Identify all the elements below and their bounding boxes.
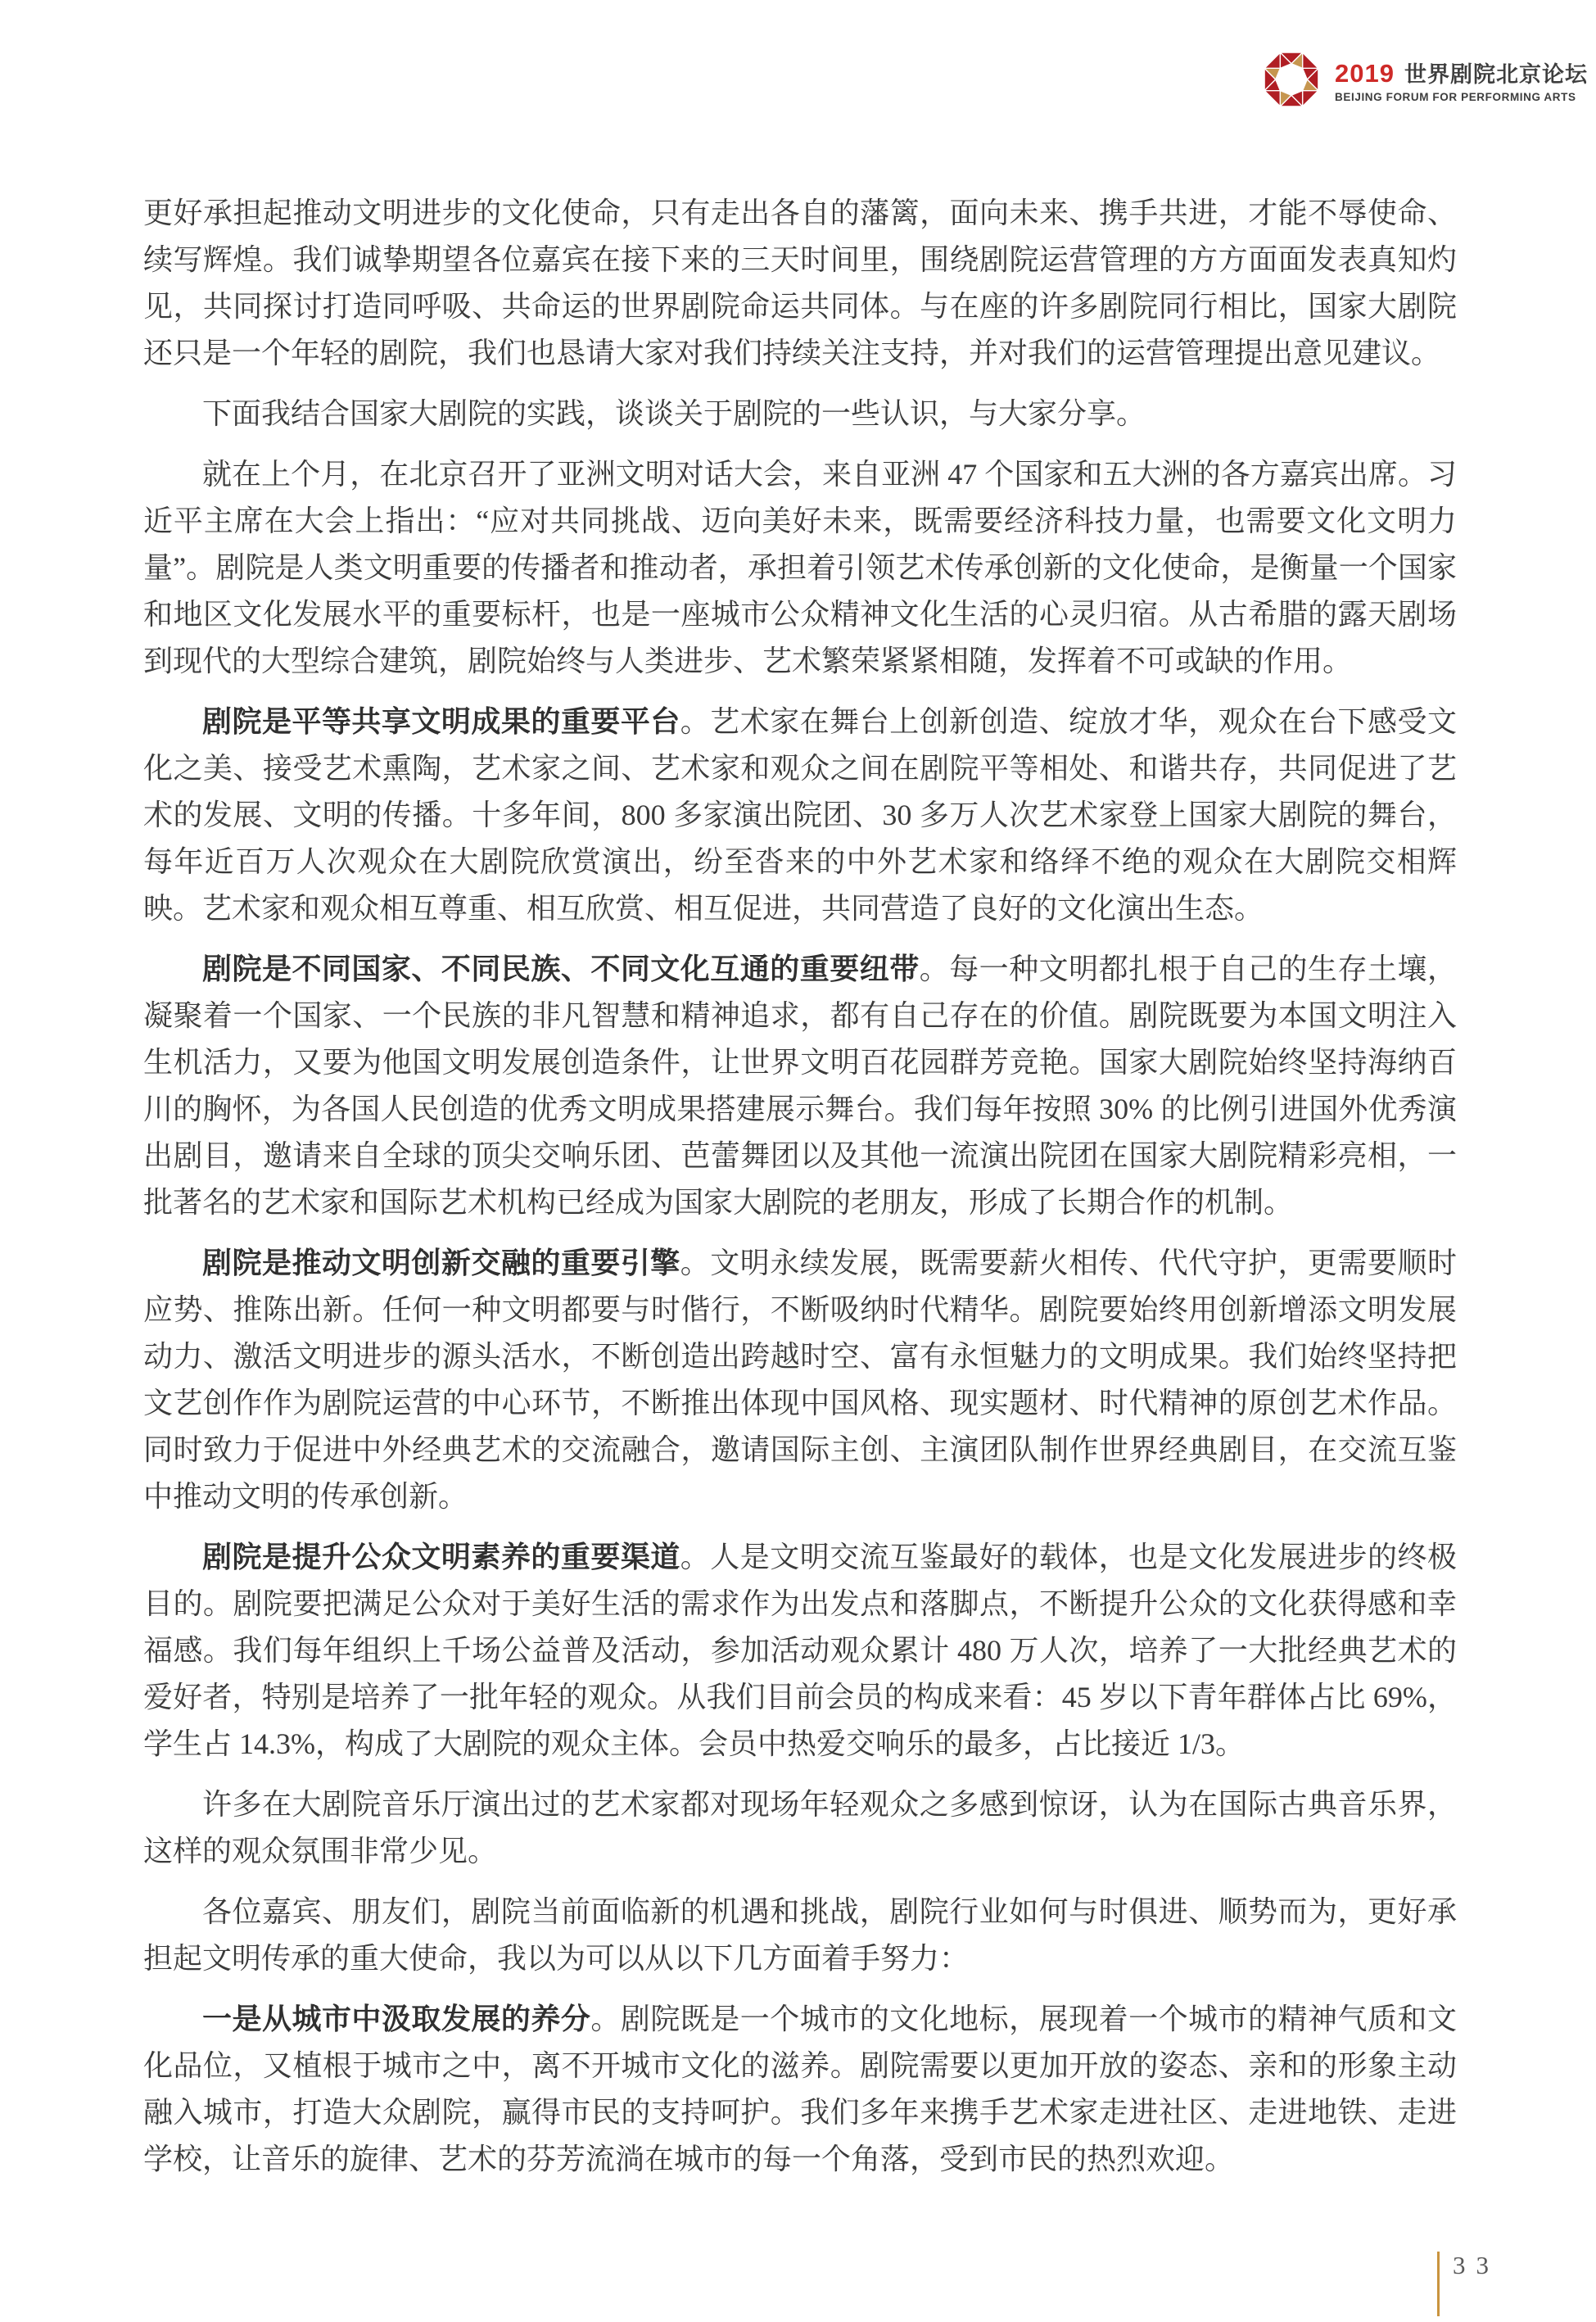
paragraph-text: 。艺术家在舞台上创新创造、绽放才华，观众在台下感受文化之美、接受艺术熏陶，艺术家之间、艺术家和观众之间在剧院平等相处、和谐共存，共同促进了艺术的发展、文明的传播。十多年间，800 多家演出院团、30 多万人次艺术家登上国家大剧院的舞台，每年近百万人次观众在大剧院欣赏演出，纷至沓来的中外艺术家和络绎不绝的观众在大剧院交相辉映。艺术家和观众相互尊重、相互欣赏、相互促进，共同营造了良好的文化演出生态。 xyxy=(143,705,1457,925)
paragraph-text: 下面我结合国家大剧院的实践，谈谈关于剧院的一些认识，与大家分享。 xyxy=(202,397,1146,430)
paragraph-text: 各位嘉宾、朋友们，剧院当前面临新的机遇和挑战，剧院行业如何与时俱进、顺势而为，更好承担起文明传承的重大使命，我以为可以从以下几方面着手努力： xyxy=(143,1895,1457,1975)
page-number: 33 xyxy=(1453,2251,1499,2279)
paragraph xyxy=(143,1781,1457,1875)
paragraph-text: 。文明永续发展，既需要薪火相传、代代守护，更需要顺时应势、推陈出新。任何一种文明都要与时偕行，不断吸纳时代精华。剧院要始终用创新增添文明发展动力、激活文明进步的源头活水，不断创造出跨越时空、富有永恒魅力的文明成果。我们始终坚持把文艺创作作为剧院运营的中心环节，不断推出体现中国风格、现实题材、时代精神的原创艺术作品。同时致力于促进中外经典艺术的交流融合，邀请国际主创、主演团队制作世界经典剧目，在交流互鉴中推动文明的传承创新。 xyxy=(143,1247,1457,1513)
forum-logo xyxy=(1261,49,1588,110)
paragraph xyxy=(143,190,1457,377)
document-body xyxy=(143,190,1457,2183)
paragraph xyxy=(143,699,1457,932)
paragraph xyxy=(143,1534,1457,1768)
paragraph-text: 。人是文明交流互鉴最好的载体，也是文化发展进步的终极目的。剧院要把满足公众对于美好生活的需求作为出发点和落脚点，不断提升公众的文化获得感和幸福感。我们每年组织上千场公益普及活动，参加活动观众累计 480 万人次，培养了一大批经典艺术的爱好者，特别是培养了一批年轻的观众。从我们目前会员的构成来看：45 岁以下青年群体占比 69%，学生占 14.3%，构成了大剧院的观众主体。会员中热爱交响乐的最多，占比接近 1/3。 xyxy=(143,1541,1457,1760)
paragraph-text: 。剧院既是一个城市的文化地标，展现着一个城市的精神气质和文化品位，又植根于城市之中，离不开城市文化的滋养。剧院需要以更加开放的姿态、亲和的形象主动融入城市，打造大众剧院，赢得市民的支持呵护。我们多年来携手艺术家走进社区、走进地铁、走进学校，让音乐的旋律、艺术的芬芳流淌在城市的每一个角落，受到市民的热烈欢迎。 xyxy=(143,2003,1457,2175)
paragraph-lead: 一是从城市中汲取发展的养分 xyxy=(202,2003,591,2035)
paragraph xyxy=(143,451,1457,685)
forum-title-chinese: 世界剧院北京论坛 xyxy=(1404,61,1588,87)
paragraph-lead: 剧院是不同国家、不同民族、不同文化互通的重要纽带 xyxy=(202,953,920,985)
page-number-rule xyxy=(1437,2252,1440,2316)
paragraph-text: 就在上个月，在北京召开了亚洲文明对话大会，来自亚洲 47 个国家和五大洲的各方嘉宾出席。习近平主席在大会上指出：“应对共同挑战、迈向美好未来，既需要经济科技力量，也需要文化文明力量”。剧院是人类文明重要的传播者和推动者，承担着引领艺术传承创新的文化使命，是衡量一个国家和地区文化发展水平的重要标杆，也是一座城市公众精神文化生活的心灵归宿。从古希腊的露天剧场到现代的大型综合建筑，剧院始终与人类进步、艺术繁荣紧紧相随，发挥着不可或缺的作用。 xyxy=(143,458,1457,677)
paragraph xyxy=(143,1996,1457,2183)
paragraph-lead: 剧院是平等共享文明成果的重要平台 xyxy=(202,705,680,738)
paragraph xyxy=(143,1240,1457,1520)
paragraph-lead: 剧院是提升公众文明素养的重要渠道 xyxy=(202,1541,680,1573)
paragraph xyxy=(143,946,1457,1226)
forum-logo-text xyxy=(1335,57,1588,103)
paragraph xyxy=(143,1889,1457,1982)
paragraph-lead: 剧院是推动文明创新交融的重要引擎 xyxy=(202,1247,680,1279)
paragraph xyxy=(143,391,1457,437)
forum-year: 2019 xyxy=(1335,58,1395,88)
octagonal-gem-emblem-icon xyxy=(1261,49,1322,110)
paragraph-text: 更好承担起推动文明进步的文化使命，只有走出各自的藩篱，面向未来、携手共进，才能不辱使命、续写辉煌。我们诚挚期望各位嘉宾在接下来的三天时间里，围绕剧院运营管理的方方面面发表真知灼见，共同探讨打造同呼吸、共命运的世界剧院命运共同体。与在座的许多剧院同行相比，国家大剧院还只是一个年轻的剧院，我们也恳请大家对我们持续关注支持，并对我们的运营管理提出意见建议。 xyxy=(143,197,1457,369)
forum-title-english: BEIJING FORUM FOR PERFORMING ARTS xyxy=(1335,90,1576,103)
paragraph-text: 。每一种文明都扎根于自己的生存土壤，凝聚着一个国家、一个民族的非凡智慧和精神追求，都有自己存在的价值。剧院既要为本国文明注入生机活力，又要为他国文明发展创造条件，让世界文明百花园群芳竞艳。国家大剧院始终坚持海纳百川的胸怀，为各国人民创造的优秀文明成果搭建展示舞台。我们每年按照 30% 的比例引进国外优秀演出剧目，邀请来自全球的顶尖交响乐团、芭蕾舞团以及其他一流演出院团在国家大剧院精彩亮相，一批著名的艺术家和国际艺术机构已经成为国家大剧院的老朋友，形成了长期合作的机制。 xyxy=(143,953,1457,1219)
paragraph-text: 许多在大剧院音乐厅演出过的艺术家都对现场年轻观众之多感到惊讶，认为在国际古典音乐界，这样的观众氛围非常少见。 xyxy=(143,1788,1457,1867)
